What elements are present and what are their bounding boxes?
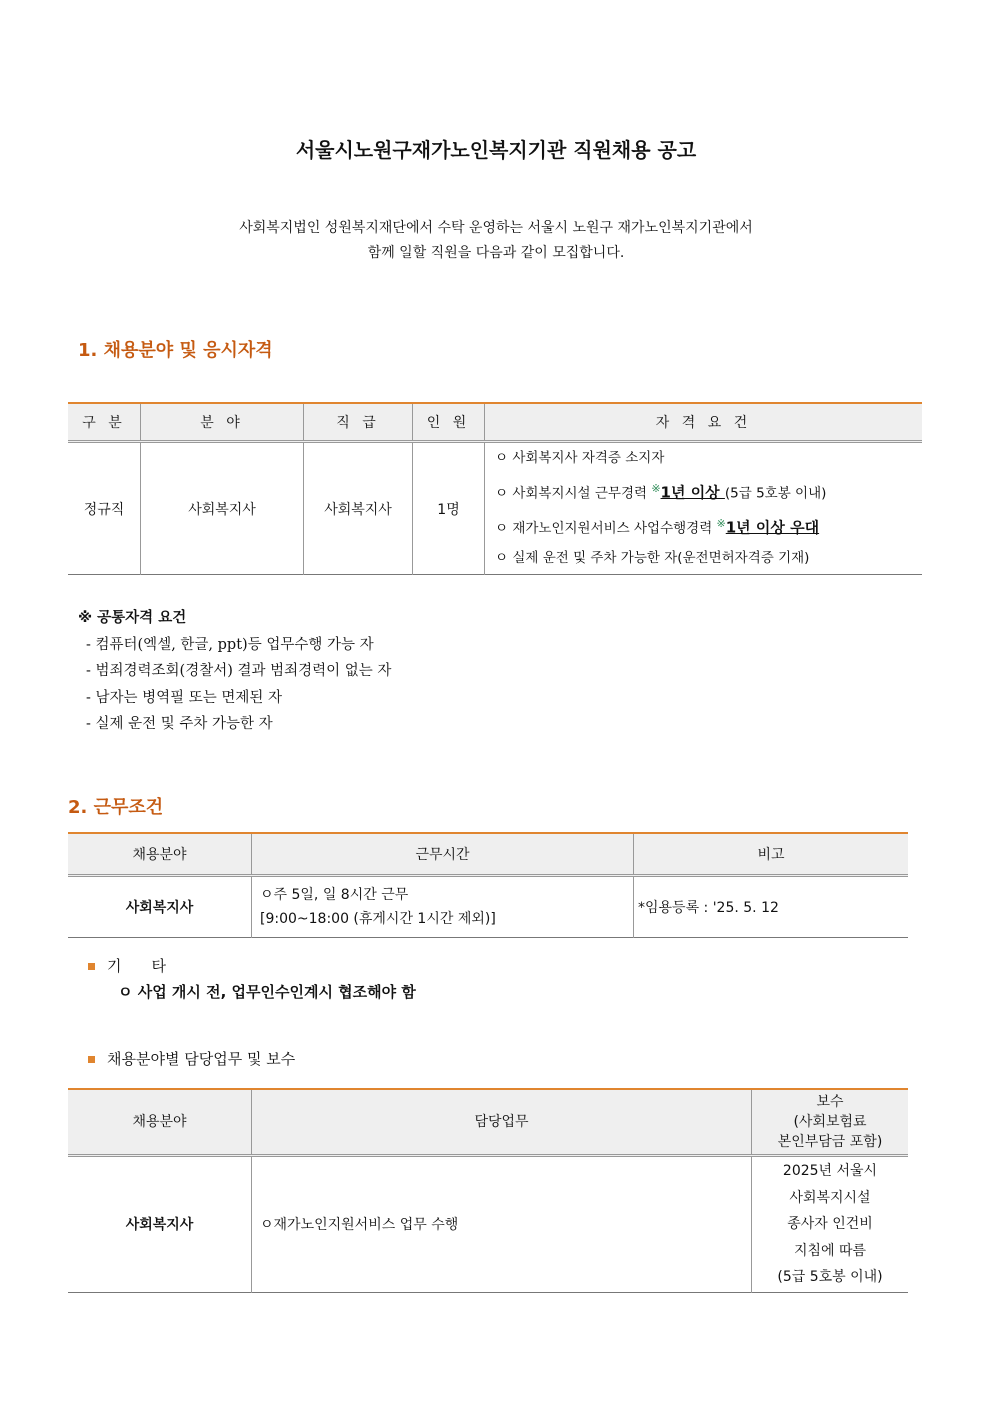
- etc-text: ㅇ 사업 개시 전, 업무인수인계시 협조해야 함: [118, 983, 416, 1001]
- square-bullet-icon: [88, 963, 95, 970]
- col-header-field: 채용분야: [68, 833, 252, 876]
- table-row: [68, 876, 908, 938]
- list-item: - 범죄경력조회(경찰서) 결과 범죄경력이 없는 자: [86, 663, 392, 680]
- cell-count: 1명: [413, 442, 485, 575]
- pay-header-line: 보수: [816, 1094, 844, 1110]
- requirement-item: ㅇ 실제 운전 및 주차 가능한 자(운전면허자격증 기재): [495, 549, 810, 566]
- pay-header-line: (사회보험료: [793, 1114, 867, 1130]
- cell-field: 사회복지사: [125, 1217, 194, 1234]
- requirement-emphasis: 1년 이상 우대: [725, 518, 820, 536]
- list-item: - 컴퓨터(엑셀, 한글, ppt)등 업무수행 가능 자: [86, 636, 374, 653]
- table-row: [68, 442, 922, 575]
- intro-line-1: 사회복지법인 성원복지재단에서 수탁 운영하는 서울시 노원구 재가노인복지기관에서: [239, 220, 753, 236]
- requirement-text: (5급 5호봉 이내): [724, 485, 827, 501]
- col-header-hours: 근무시간: [252, 833, 634, 876]
- pay-line: 지침에 따름: [793, 1242, 867, 1259]
- intro-text: [0, 216, 992, 266]
- duties-label-row: [88, 1048, 295, 1069]
- cell-note: *임용등록 : '25. 5. 12: [634, 876, 909, 938]
- cell-field: 사회복지사: [125, 900, 194, 916]
- requirement-text: ㅇ 사회복지시설 근무경력: [495, 485, 652, 501]
- requirement-emphasis: 1년 이상: [660, 483, 725, 501]
- list-item: - 실제 운전 및 주차 가능한 자: [86, 716, 273, 733]
- pay-line: 사회복지시설: [789, 1189, 871, 1206]
- col-header-requirements: 자 격 요 건: [485, 403, 923, 442]
- square-bullet-icon: [88, 1056, 95, 1063]
- intro-line-2: 함께 일할 직원을 다음과 같이 모집합니다.: [367, 245, 625, 261]
- table-header-row: [68, 833, 908, 876]
- working-conditions-table: [68, 832, 908, 938]
- col-header-type: 구 분: [68, 403, 141, 442]
- requirement-item: [495, 509, 921, 544]
- table-header-row: [68, 403, 922, 442]
- cell-duty: ㅇ재가노인지원서비스 업무 수행: [252, 1156, 752, 1293]
- cell-grade: 사회복지사: [304, 442, 413, 575]
- common-heading: ※ 공통자격 요건: [78, 610, 187, 626]
- list-item: - 남자는 병역필 또는 면제된 자: [86, 689, 283, 706]
- common-requirements: [78, 605, 391, 738]
- table-header-row: [68, 1089, 908, 1156]
- note-mark: ※: [651, 481, 661, 495]
- col-header-grade: 직 급: [304, 403, 413, 442]
- page-title: 서울시노원구재가노인복지기관 직원채용 공고: [295, 138, 697, 162]
- col-header-duty: 담당업무: [252, 1089, 752, 1156]
- table-row: [68, 1156, 908, 1293]
- col-header-note: 비고: [634, 833, 909, 876]
- col-header-field: 채용분야: [68, 1089, 252, 1156]
- requirement-item: ㅇ 사회복지사 자격증 소지자: [495, 450, 665, 466]
- duties-table: [68, 1088, 908, 1293]
- duties-label: 채용분야별 담당업무 및 보수: [107, 1050, 296, 1068]
- cell-pay: [752, 1156, 909, 1293]
- cell-field: 사회복지사: [141, 442, 304, 575]
- col-header-pay: [752, 1089, 909, 1156]
- col-header-count: 인 원: [413, 403, 485, 442]
- cell-type: 정규직: [83, 501, 125, 518]
- hours-line-1: ㅇ주 5일, 일 8시간 근무: [260, 887, 409, 903]
- pay-line: 2025년 서울시: [782, 1163, 878, 1179]
- pay-line: 종사자 인건비: [787, 1216, 873, 1232]
- hours-line-2: [9:00~18:00 (휴게시간 1시간 제외)]: [260, 911, 496, 927]
- etc-label-row: [88, 955, 166, 976]
- section-2-heading: 2. 근무조건: [68, 797, 164, 818]
- pay-header-line: 본인부담금 포함): [777, 1134, 883, 1150]
- requirement-item: [495, 474, 921, 509]
- col-header-field: 분 야: [141, 403, 304, 442]
- recruitment-table: [68, 402, 922, 575]
- requirement-text: ㅇ 재가노인지원서비스 사업수행경력: [495, 520, 717, 536]
- cell-hours: [252, 876, 634, 938]
- etc-label: 기 타: [107, 957, 166, 975]
- section-1-heading: 1. 채용분야 및 응시자격: [78, 340, 273, 361]
- cell-requirements: [485, 442, 923, 575]
- pay-line: (5급 5호봉 이내): [777, 1269, 883, 1285]
- note-mark: ※: [716, 516, 726, 530]
